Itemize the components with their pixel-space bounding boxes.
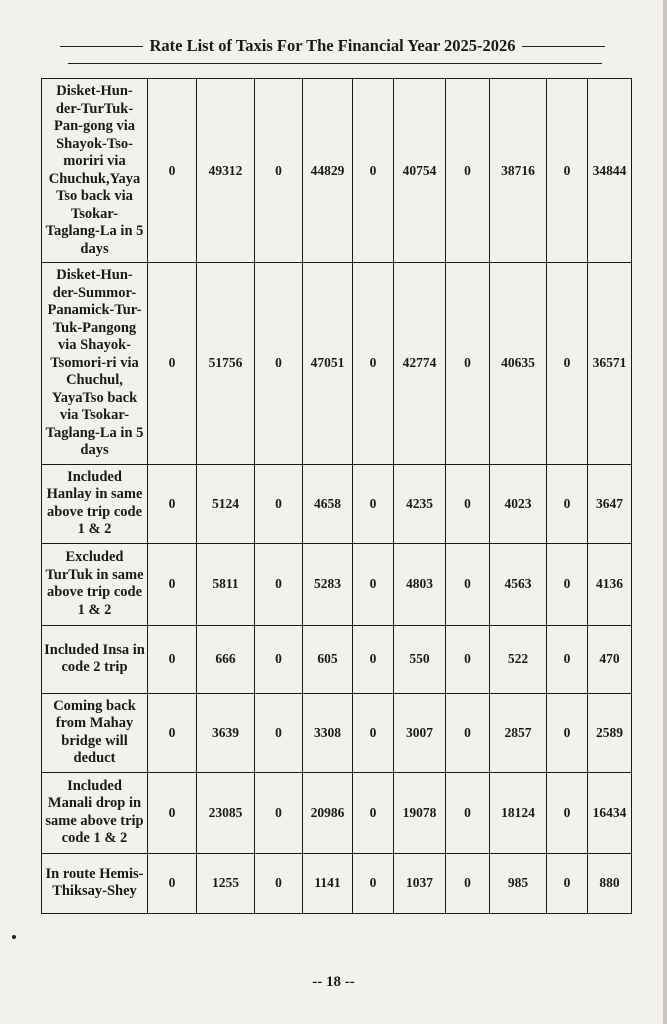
rate-cell: 605 (303, 625, 353, 693)
rate-cell: 4235 (394, 464, 446, 543)
rate-cell: 2857 (490, 693, 547, 772)
rate-cell: 0 (446, 79, 490, 263)
rate-cell: 0 (353, 543, 394, 625)
header-underline (68, 63, 602, 64)
row-description: Coming back from Mahay bridge will deduct (42, 693, 148, 772)
rate-cell: 0 (446, 693, 490, 772)
table-row (42, 79, 632, 263)
rate-cell: 1255 (197, 853, 255, 913)
rate-cell: 1141 (303, 853, 353, 913)
rate-cell: 49312 (197, 79, 255, 263)
rate-cell: 0 (547, 772, 588, 853)
rate-cell: 3007 (394, 693, 446, 772)
rate-cell: 0 (148, 79, 197, 263)
rate-cell: 666 (197, 625, 255, 693)
rate-cell: 47051 (303, 263, 353, 465)
rate-cell: 19078 (394, 772, 446, 853)
rate-cell: 0 (255, 853, 303, 913)
rate-cell: 0 (353, 263, 394, 465)
page-header (60, 36, 605, 56)
table-row (42, 464, 632, 543)
stray-mark (12, 935, 16, 939)
rate-table (41, 78, 632, 914)
table-row (42, 853, 632, 913)
rate-cell: 0 (446, 625, 490, 693)
rate-cell: 20986 (303, 772, 353, 853)
rate-cell: 38716 (490, 79, 547, 263)
rate-cell: 42774 (394, 263, 446, 465)
rate-cell: 0 (255, 79, 303, 263)
rate-cell: 40754 (394, 79, 446, 263)
rate-cell: 0 (446, 543, 490, 625)
rate-cell: 4803 (394, 543, 446, 625)
page-edge-shadow (663, 0, 667, 1024)
table-row (42, 693, 632, 772)
rate-cell: 0 (353, 853, 394, 913)
rate-cell: 0 (353, 464, 394, 543)
rate-cell: 34844 (588, 79, 632, 263)
table-row (42, 625, 632, 693)
rate-cell: 0 (446, 772, 490, 853)
rate-cell: 4658 (303, 464, 353, 543)
rate-cell: 2589 (588, 693, 632, 772)
rate-cell: 4023 (490, 464, 547, 543)
rate-cell: 0 (255, 263, 303, 465)
row-description: Disket-Hun-der-TurTuk-Pan-gong via Shayok-Tso-moriri via Chuchuk,Yaya Tso back via Tsokar-Taglang-La in 5 days (42, 79, 148, 263)
rate-cell: 550 (394, 625, 446, 693)
rate-cell: 985 (490, 853, 547, 913)
rate-cell: 0 (547, 263, 588, 465)
page-number: -- 18 -- (312, 974, 355, 990)
rate-cell: 0 (255, 464, 303, 543)
rate-cell: 40635 (490, 263, 547, 465)
rate-cell: 470 (588, 625, 632, 693)
page-title: Rate List of Taxis For The Financial Year 2025-2026 (149, 36, 516, 55)
rate-cell: 0 (353, 772, 394, 853)
header-rule-left (60, 46, 143, 47)
rate-cell: 0 (353, 79, 394, 263)
rate-cell: 0 (353, 693, 394, 772)
rate-cell: 0 (148, 853, 197, 913)
rate-cell: 3639 (197, 693, 255, 772)
row-description: Included Insa in code 2 trip (42, 625, 148, 693)
rate-cell: 18124 (490, 772, 547, 853)
rate-cell: 5124 (197, 464, 255, 543)
rate-cell: 36571 (588, 263, 632, 465)
rate-cell: 0 (547, 464, 588, 543)
rate-cell: 51756 (197, 263, 255, 465)
row-description: Included Manali drop in same above trip code 1 & 2 (42, 772, 148, 853)
rate-cell: 0 (446, 464, 490, 543)
rate-cell: 0 (255, 772, 303, 853)
rate-cell: 1037 (394, 853, 446, 913)
rate-cell: 0 (547, 79, 588, 263)
rate-cell: 0 (148, 772, 197, 853)
table-row (42, 263, 632, 465)
rate-cell: 0 (148, 693, 197, 772)
row-description: In route Hemis-Thiksay-Shey (42, 853, 148, 913)
rate-cell: 0 (547, 853, 588, 913)
rate-cell: 880 (588, 853, 632, 913)
rate-cell: 0 (547, 625, 588, 693)
rate-cell: 4136 (588, 543, 632, 625)
rate-cell: 44829 (303, 79, 353, 263)
rate-cell: 5811 (197, 543, 255, 625)
rate-cell: 16434 (588, 772, 632, 853)
rate-cell: 0 (255, 625, 303, 693)
rate-cell: 0 (148, 625, 197, 693)
rate-cell: 3308 (303, 693, 353, 772)
row-description: Disket-Hun-der-Summor-Panamick-Tur-Tuk-Pangong via Shayok-Tsomori-ri via Chuchul, YayaTso back via Tsokar-Taglang-La in 5 days (42, 263, 148, 465)
rate-cell: 0 (255, 543, 303, 625)
table-row (42, 543, 632, 625)
rate-cell: 0 (446, 263, 490, 465)
table-row (42, 772, 632, 853)
rate-cell: 0 (547, 543, 588, 625)
rate-cell: 23085 (197, 772, 255, 853)
rate-cell: 0 (446, 853, 490, 913)
rate-cell: 5283 (303, 543, 353, 625)
rate-cell: 0 (148, 464, 197, 543)
header-rule-right (522, 46, 605, 47)
rate-cell: 4563 (490, 543, 547, 625)
rate-cell: 0 (148, 543, 197, 625)
rate-cell: 522 (490, 625, 547, 693)
rate-cell: 0 (353, 625, 394, 693)
rate-cell: 0 (148, 263, 197, 465)
rate-cell: 0 (547, 693, 588, 772)
row-description: Excluded TurTuk in same above trip code 1 & 2 (42, 543, 148, 625)
rate-cell: 3647 (588, 464, 632, 543)
row-description: Included Hanlay in same above trip code 1 & 2 (42, 464, 148, 543)
rate-cell: 0 (255, 693, 303, 772)
